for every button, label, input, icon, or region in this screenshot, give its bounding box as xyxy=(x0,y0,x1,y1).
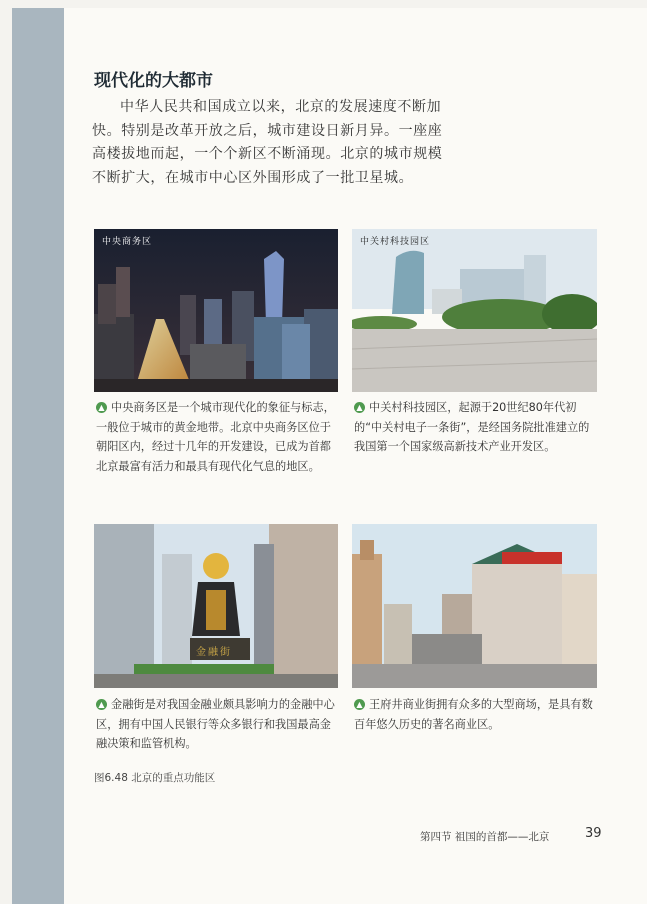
caption-financial-street-text: 金融街是对我国金融业颇具影响力的金融中心区，拥有中国人民银行等众多银行和我国最高金融决策和监管机构。 xyxy=(96,698,335,750)
caption-zhongguancun-text: 中关村科技园区，起源于20世纪80年代初的“中关村电子一条街”，是经国务院批准建立的我国第一个国家级高新技术产业开发区。 xyxy=(354,401,590,453)
chapter-footer: 第四节 祖国的首都——北京 xyxy=(420,831,550,843)
wangfujing-scene xyxy=(352,524,597,688)
page-number: 39 xyxy=(585,826,602,841)
photo-wangfujing xyxy=(352,524,597,688)
up-arrow-icon: ▲ xyxy=(354,402,365,413)
page-side-strip xyxy=(12,8,64,904)
figure-caption: 图6.48 北京的重点功能区 xyxy=(94,772,216,784)
up-arrow-icon: ▲ xyxy=(96,402,107,413)
section-title: 现代化的大都市 xyxy=(94,71,213,91)
financial-street-sign: 金融街 xyxy=(196,647,232,658)
photo-financial-street xyxy=(94,524,338,688)
zhongguancun-scene xyxy=(352,229,597,392)
photo-cbd xyxy=(94,229,338,392)
up-arrow-icon: ▲ xyxy=(354,699,365,710)
photo-label-zhongguancun: 中关村科技园区 xyxy=(360,237,431,247)
caption-cbd xyxy=(96,398,340,476)
caption-financial-street xyxy=(96,695,340,754)
financial-street-scene xyxy=(94,524,338,688)
caption-wangfujing-text: 王府井商业街拥有众多的大型商场，是具有数百年悠久历史的著名商业区。 xyxy=(354,698,593,731)
caption-cbd-text: 中央商务区是一个城市现代化的象征与标志，一般位于城市的黄金地带。北京中央商务区位于朝阳区内，经过十几年的开发建设，已成为首都北京最富有活力和最具有现代化气息的地区。 xyxy=(96,401,335,473)
photo-label-cbd: 中央商务区 xyxy=(102,237,153,247)
caption-wangfujing xyxy=(354,695,598,734)
intro-paragraph: 中华人民共和国成立以来，北京的发展速度不断加快。特别是改革开放之后，城市建设日新月异。一座座高楼拔地而起，一个个新区不断涌现。北京的城市规模不断扩大，在城市中心区外围形成了一批卫星城。 xyxy=(92,99,443,186)
up-arrow-icon: ▲ xyxy=(96,699,107,710)
cbd-night-scene xyxy=(94,229,338,392)
caption-zhongguancun xyxy=(354,398,598,457)
photo-zhongguancun xyxy=(352,229,597,392)
